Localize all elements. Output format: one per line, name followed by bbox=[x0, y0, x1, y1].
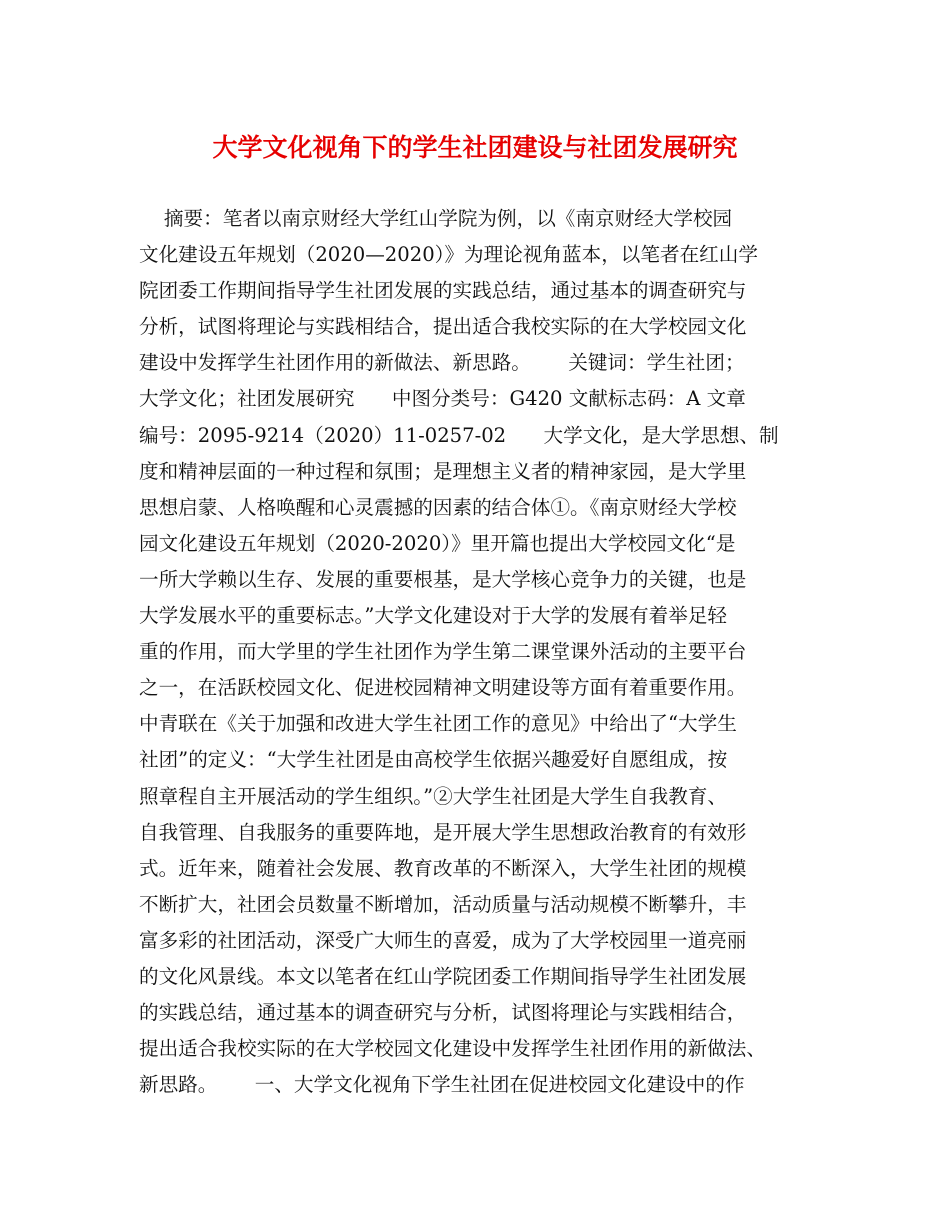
body-line: 之一，在活跃校园文化、促进校园精神文明建设等方面有着重要作用。 bbox=[139, 676, 747, 700]
body-line: 式。近年来，随着社会发展、教育改革的不断深入，大学生社团的规模 bbox=[139, 856, 747, 880]
body-line: 的文化风景线。本文以笔者在红山学院团委工作期间指导学生社团发展 bbox=[139, 964, 747, 988]
body-line: 度和精神层面的一种过程和氛围；是理想主义者的精神家园，是大学里 bbox=[139, 459, 747, 483]
body-line: 一所大学赖以生存、发展的重要根基，是大学核心竞争力的关键，也是 bbox=[139, 567, 747, 591]
body-line: 大学发展水平的重要标志。”大学文化建设对于大学的发展有着举足轻 bbox=[139, 604, 728, 628]
body-line: 大学文化；社团发展研究 中图分类号：G420 文献标志码：A 文章 bbox=[139, 387, 746, 411]
body-line: 摘要：笔者以南京财经大学红山学院为例，以《南京财经大学校园 bbox=[139, 207, 733, 230]
body-line: 提出适合我校实际的在大学校园文化建设中发挥学生社团作用的新做法、 bbox=[139, 1037, 766, 1061]
body-line: 思想启蒙、人格唤醒和心灵震撼的因素的结合体①。《南京财经大学校 bbox=[139, 495, 737, 519]
body-line: 院团委工作期间指导学生社团发展的实践总结，通过基本的调查研究与 bbox=[139, 279, 747, 303]
body-line: 文化建设五年规划（2020—2020）》为理论视角蓝本，以笔者在红山学 bbox=[139, 243, 758, 267]
body-line: 重的作用，而大学里的学生社团作为学生第二课堂课外活动的主要平台 bbox=[139, 640, 747, 664]
document-title: 大学文化视角下的学生社团建设与社团发展研究 bbox=[212, 133, 738, 162]
body-line: 不断扩大，社团会员数量不断增加，活动质量与活动规模不断攀升，丰 bbox=[139, 892, 747, 916]
body-line: 园文化建设五年规划（2020-2020）》里开篇也提出大学校园文化“是 bbox=[139, 531, 736, 555]
body-line: 的实践总结，通过基本的调查研究与分析，试图将理论与实践相结合， bbox=[139, 1001, 747, 1025]
body-line: 分析，试图将理论与实践相结合，提出适合我校实际的在大学校园文化 bbox=[139, 315, 747, 339]
body-line: 照章程自主开展活动的学生组织。”②大学生社团是大学生自我教育、 bbox=[139, 784, 728, 808]
body-line: 中青联在《关于加强和改进大学生社团工作的意见》中给出了“大学生 bbox=[139, 712, 737, 736]
body-line: 富多彩的社团活动，深受广大师生的喜爱，成为了大学校园里一道亮丽 bbox=[139, 928, 747, 952]
document-body bbox=[139, 201, 815, 1103]
body-line: 编号：2095-9214（2020）11-0257-02 大学文化，是大学思想、制 bbox=[139, 423, 779, 447]
body-line: 自我管理、自我服务的重要阵地，是开展大学生思想政治教育的有效形 bbox=[139, 820, 747, 844]
body-line: 建设中发挥学生社团作用的新做法、新思路。 关键词：学生社团； bbox=[139, 351, 745, 375]
body-line: 新思路。 一、大学文化视角下学生社团在促进校园文化建设中的作 bbox=[139, 1073, 745, 1097]
body-line: 社团”的定义：“大学生社团是由高校学生依据兴趣爱好自愿组成，按 bbox=[139, 748, 728, 772]
